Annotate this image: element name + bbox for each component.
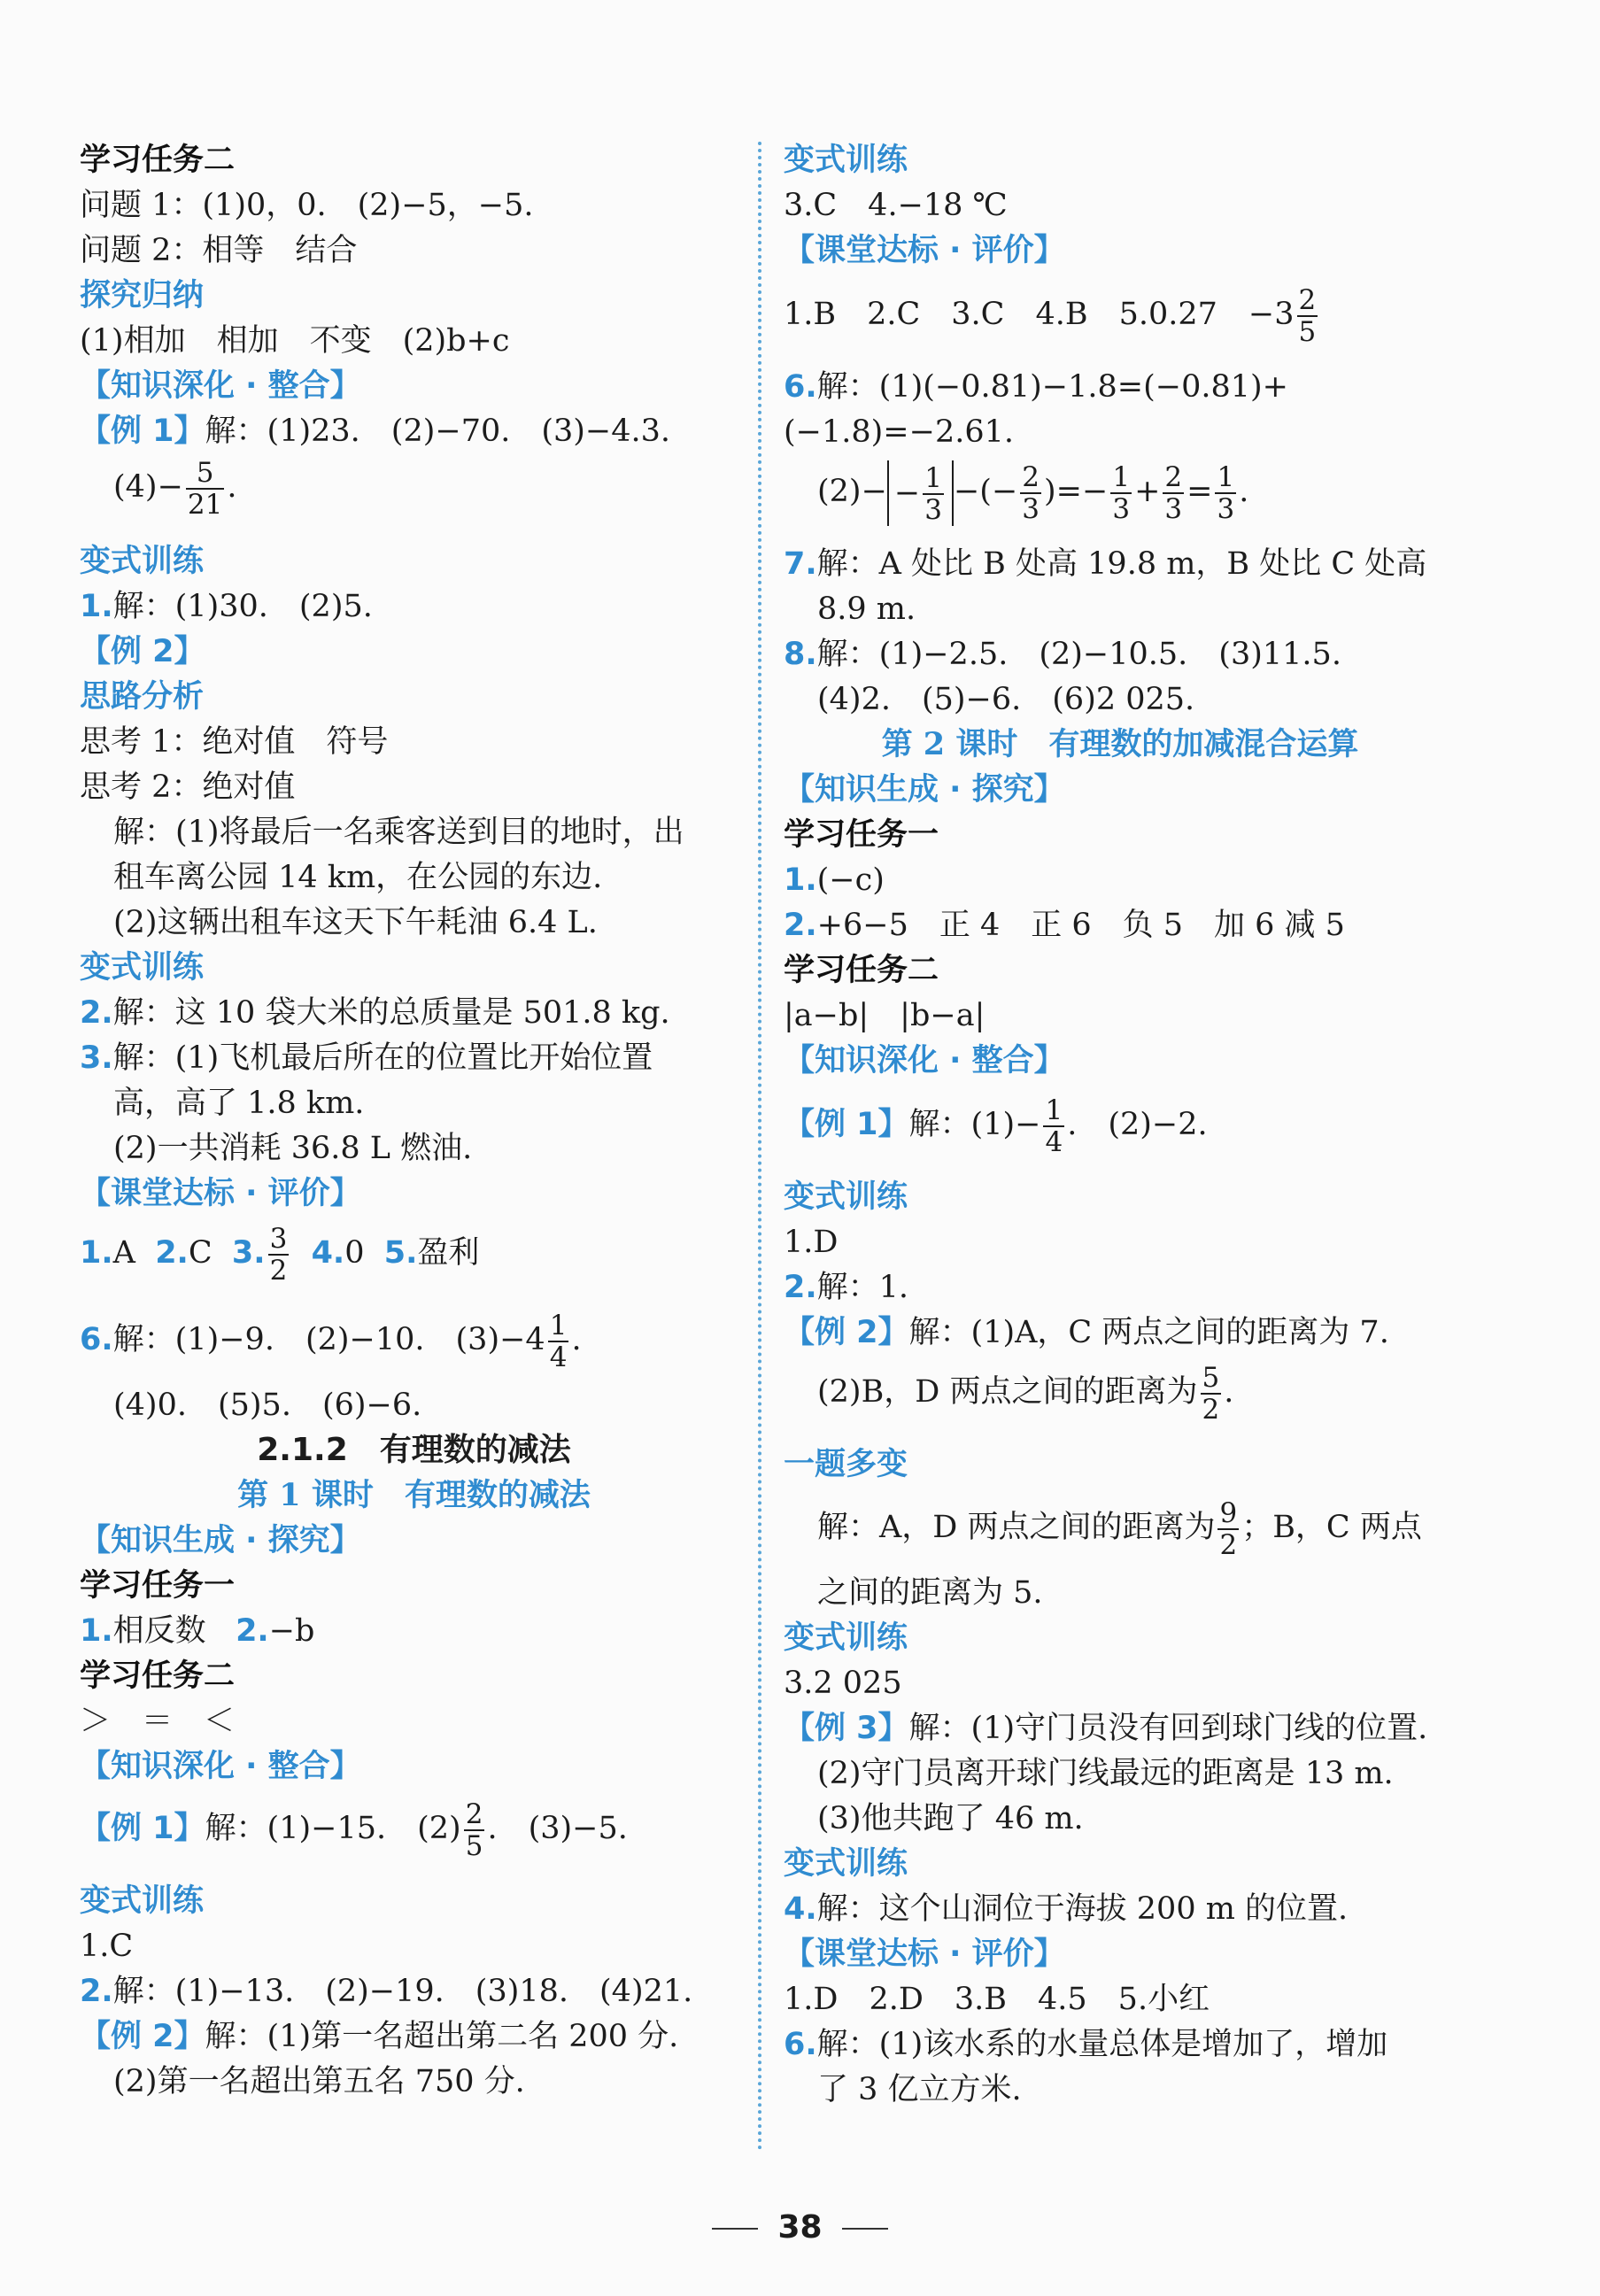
- section-heading: 学习任务二: [80, 143, 236, 178]
- answer-line: (4)2. (5)−6. (6)2 025.: [817, 682, 1195, 717]
- answer-line: 思考 1：绝对值 符号: [80, 724, 389, 760]
- answer-line: [784, 1888, 1348, 1930]
- item-number: 2.: [80, 1974, 113, 2009]
- answer-text: 解：(1)A，C 两点之间的距离为 7.: [908, 1315, 1389, 1350]
- numerator: 1: [1045, 1094, 1063, 1126]
- answer-line: 了 3 亿立方米.: [817, 2072, 1022, 2107]
- answer-text: . (2)−2.: [1067, 1107, 1208, 1142]
- numerator: 1: [549, 1309, 568, 1341]
- answer-line: ＞ ＝ ＜: [80, 1704, 236, 1739]
- answer-line: [784, 2023, 1387, 2066]
- item-number: 5.: [383, 1235, 418, 1271]
- answer-line: 租车离公园 14 km，在公园的东边.: [113, 860, 603, 895]
- lesson-title: 第 1 课时 有理数的减法: [237, 1477, 591, 1513]
- item-number: 3.: [80, 1040, 113, 1076]
- answer-text: 解：这个山洞位于海拔 200 m 的位置.: [816, 1891, 1349, 1927]
- answer-text: −: [893, 475, 921, 511]
- answer-text: 解：(1)第一名超出第二名 200 分.: [205, 2019, 679, 2054]
- answer-line: 之间的距离为 5.: [817, 1575, 1043, 1611]
- answer-line: [80, 1970, 692, 2013]
- answer-line: 解：(1)将最后一名乘客送到目的地时，出: [113, 815, 684, 850]
- item-number: 7.: [784, 546, 817, 582]
- answer-line: 8.9 m.: [817, 591, 916, 627]
- answer-text: =: [1186, 474, 1213, 509]
- answer-line: [817, 1357, 1233, 1427]
- item-number: 6.: [784, 369, 817, 405]
- item-number: 1.: [80, 1235, 113, 1271]
- answer-line: (2)一共消耗 36.8 L 燃油.: [113, 1131, 473, 1166]
- answer-line: (2)守门员离开球门线最远的距离是 13 m.: [817, 1756, 1394, 1791]
- answer-text: 解：(1)守门员没有回到球门线的位置.: [908, 1711, 1428, 1746]
- answer-text: 解：(1)−: [908, 1107, 1041, 1142]
- answer-text: +: [1134, 474, 1161, 509]
- page-number-dash-left: [712, 2228, 758, 2230]
- answer-line: 1.C: [80, 1929, 134, 1964]
- denominator: 3: [1217, 492, 1235, 525]
- answer-text: (2)−: [817, 474, 887, 509]
- item-number: 2.: [784, 908, 817, 943]
- item-number: 2.: [236, 1613, 269, 1649]
- answer-text: C: [188, 1235, 213, 1271]
- example-tag: 【例 1】: [80, 414, 205, 449]
- page-number-dash-right: [842, 2228, 888, 2230]
- fraction: [186, 458, 224, 520]
- answer-text: 解：(1)该水系的水量总体是增加了，增加: [816, 2027, 1388, 2062]
- answer-text: )=−: [1044, 474, 1109, 509]
- fraction: [464, 1799, 485, 1861]
- section-heading: 【知识深化 · 整合】: [80, 368, 361, 404]
- denominator: 5: [465, 1829, 483, 1862]
- answer-line: 3.2 025: [784, 1666, 902, 1701]
- example-line: [80, 410, 670, 452]
- answer-line: [80, 1037, 653, 1079]
- numerator: 2: [1298, 283, 1317, 316]
- numerator: 1: [1112, 460, 1131, 493]
- answer-line: [784, 1266, 908, 1309]
- item-number: 6.: [80, 1322, 113, 1357]
- item-number: 8.: [784, 637, 817, 672]
- section-heading: 【课堂达标 · 评价】: [80, 1176, 361, 1211]
- numerator: 2: [1022, 460, 1040, 493]
- answer-line: [784, 904, 1345, 947]
- section-heading: 学习任务一: [784, 817, 939, 853]
- absolute-value: [887, 460, 954, 526]
- item-number: 6.: [784, 2027, 817, 2062]
- answer-line: 1.D: [784, 1225, 839, 1260]
- answer-line: (2)第一名超出第五名 750 分.: [113, 2064, 525, 2099]
- answer-text: −b: [268, 1613, 315, 1649]
- section-heading: 【知识深化 · 整合】: [784, 1043, 1065, 1078]
- section-heading: 变式训练: [80, 950, 205, 986]
- section-heading: 【课堂达标 · 评价】: [784, 233, 1065, 268]
- answer-text: +6−5 正 4 正 6 负 5 加 6 减 5: [816, 908, 1345, 943]
- answer-line: 思考 2：绝对值: [80, 769, 296, 805]
- section-heading: 【知识生成 · 探究】: [784, 772, 1065, 808]
- fraction: [1215, 462, 1236, 524]
- numerator: 2: [1164, 460, 1183, 493]
- section-heading: 变式训练: [784, 1846, 908, 1882]
- section-heading: 【知识生成 · 探究】: [80, 1523, 361, 1558]
- denominator: 5: [1298, 315, 1317, 348]
- section-heading: 学习任务二: [80, 1658, 236, 1694]
- section-heading: 变式训练: [784, 1179, 908, 1215]
- answer-line: [817, 456, 1248, 527]
- example-line: [784, 1311, 1389, 1354]
- section-heading: 变式训练: [80, 1883, 205, 1919]
- example-tag: 【例 2】: [784, 1315, 909, 1350]
- answer-line: [784, 543, 1426, 585]
- answer-text: 解：(1)−15. (2): [205, 1811, 461, 1846]
- item-number: 2.: [784, 1270, 817, 1305]
- section-heading: 变式训练: [80, 544, 205, 579]
- example-tag: 【例 2】: [80, 2019, 205, 2054]
- answer-text: 解：(1)(−0.81)−1.8=(−0.81)+: [816, 369, 1289, 405]
- item-number: 4.: [311, 1235, 345, 1271]
- answer-text: 0: [344, 1235, 365, 1271]
- answer-line: [80, 585, 373, 628]
- answer-text: 解：(1)−9. (2)−10. (3)−4: [112, 1322, 545, 1357]
- column-divider: [758, 142, 761, 2152]
- answer-text: 解：1.: [816, 1270, 909, 1305]
- denominator: 4: [549, 1341, 568, 1373]
- answer-text: 解：这 10 袋大米的总质量是 501.8 kg.: [112, 995, 670, 1031]
- answer-text: 解：(1)−13. (2)−19. (3)18. (4)21.: [112, 1974, 693, 2009]
- fraction: [1217, 1498, 1239, 1560]
- answer-line: (3)他共跑了 46 m.: [817, 1801, 1084, 1836]
- denominator: 3: [1164, 492, 1183, 525]
- answer-line: [817, 1492, 1422, 1563]
- answer-text: (2)B，D 两点之间的距离为: [817, 1374, 1198, 1410]
- example-line: [784, 1089, 1208, 1160]
- numerator: 5: [1202, 1361, 1220, 1394]
- section-heading: 探究归纳: [80, 278, 205, 313]
- answer-text: (−c): [816, 862, 885, 898]
- answer-line: 1.D 2.D 3.B 4.5 5.小红: [784, 1982, 1210, 2017]
- answer-line: (1)相加 相加 不变 (2)b+c: [80, 323, 510, 359]
- numerator: 2: [465, 1797, 483, 1830]
- fraction: [1297, 285, 1318, 347]
- example-line: [80, 1793, 628, 1864]
- item-number: 4.: [784, 1891, 817, 1927]
- item-number: 1.: [784, 862, 817, 898]
- section-heading: 【知识深化 · 整合】: [80, 1749, 361, 1784]
- answer-line: [784, 279, 1320, 350]
- answer-text: 解：(1)−2.5. (2)−10.5. (3)11.5.: [816, 637, 1341, 672]
- numerator: 1: [1217, 460, 1235, 493]
- numerator: 5: [186, 458, 224, 490]
- item-number: 1.: [80, 589, 113, 624]
- section-heading: 变式训练: [784, 143, 908, 178]
- answer-text: 相反数: [112, 1613, 206, 1649]
- answer-line: 问题 2：相等 结合: [80, 233, 358, 268]
- item-number: 3.: [231, 1235, 266, 1271]
- example-tag: 【例 1】: [784, 1107, 909, 1142]
- fraction: [923, 463, 944, 525]
- denominator: 2: [1219, 1528, 1238, 1561]
- answer-text: 解：(1)飞机最后所在的位置比开始位置: [112, 1040, 653, 1076]
- answer-line: [784, 859, 885, 901]
- item-number: 2.: [155, 1235, 189, 1271]
- answer-text: 盈利: [417, 1235, 480, 1271]
- subsection-title: 2.1.2 有理数的减法: [257, 1432, 571, 1468]
- answer-text: .: [571, 1322, 582, 1357]
- denominator: 3: [1022, 492, 1040, 525]
- fraction: [1110, 462, 1132, 524]
- answer-line: [80, 1304, 582, 1375]
- fraction: [1201, 1363, 1222, 1425]
- answer-text: A: [112, 1235, 135, 1271]
- answer-text: 解：A 处比 B 处高 19.8 m，B 处比 C 处高: [816, 546, 1427, 582]
- section-heading: 学习任务一: [80, 1568, 236, 1604]
- section-heading: 学习任务二: [784, 953, 939, 988]
- page-number: [0, 2209, 1600, 2246]
- answer-text: 解：(1)30. (2)5.: [112, 589, 373, 624]
- answer-line: [80, 1218, 479, 1288]
- section-heading: 思路分析: [80, 679, 205, 715]
- answer-text: .: [1224, 1374, 1234, 1410]
- answer-line: |a−b| |b−a|: [784, 998, 986, 1033]
- example-tag: 【例 3】: [784, 1711, 909, 1746]
- denominator: 2: [269, 1254, 288, 1287]
- answer-line: (−1.8)=−2.61.: [784, 414, 1015, 450]
- answer-line: (4)0. (5)5. (6)−6.: [113, 1388, 422, 1423]
- section-heading: 变式训练: [784, 1620, 908, 1656]
- denominator: 4: [1045, 1125, 1063, 1158]
- answer-text: 解：A，D 两点之间的距离为: [817, 1510, 1216, 1545]
- example-line: [784, 1707, 1427, 1750]
- denominator: 3: [1112, 492, 1131, 525]
- fraction: [548, 1310, 569, 1372]
- answer-line: [113, 452, 237, 522]
- fraction: [1163, 462, 1184, 524]
- example-line: [80, 2015, 678, 2058]
- example-tag: 【例 1】: [80, 1811, 205, 1846]
- answer-text: . (3)−5.: [487, 1811, 628, 1846]
- answer-line: [784, 366, 1288, 408]
- answer-text: .: [1239, 474, 1249, 509]
- denominator: 21: [187, 488, 223, 521]
- page-number-text: 38: [777, 2209, 823, 2246]
- answer-line: 高，高了 1.8 km.: [113, 1086, 365, 1121]
- item-number: 2.: [80, 995, 113, 1031]
- answer-text: .: [227, 469, 237, 505]
- answer-text: (4)−: [113, 469, 183, 505]
- answer-text: ；B，C 两点: [1241, 1510, 1422, 1545]
- example-tag: 【例 2】: [80, 634, 205, 669]
- denominator: 3: [924, 494, 942, 526]
- answer-line: (2)这辆出租车这天下午耗油 6.4 L.: [113, 905, 598, 940]
- answer-text: 解：(1)23. (2)−70. (3)−4.3.: [205, 414, 671, 449]
- lesson-title: 第 2 课时 有理数的加减混合运算: [881, 726, 1359, 762]
- answer-text: −(−: [953, 474, 1018, 509]
- answer-line: [80, 1610, 314, 1652]
- answer-line: [80, 992, 670, 1034]
- fraction: [1020, 462, 1041, 524]
- fraction: [268, 1224, 290, 1286]
- answer-line: [784, 633, 1341, 676]
- numerator: 9: [1219, 1496, 1238, 1529]
- answer-line: 问题 1：(1)0，0. (2)−5，−5.: [80, 188, 534, 223]
- item-number: 1.: [80, 1613, 113, 1649]
- denominator: 2: [1202, 1393, 1220, 1426]
- answer-text: 1.B 2.C 3.C 4.B 5.0.27 −3: [784, 297, 1295, 332]
- section-heading: 一题多变: [784, 1447, 908, 1482]
- section-heading: 【课堂达标 · 评价】: [784, 1937, 1065, 1972]
- answer-line: 3.C 4.−18 ℃: [784, 188, 1008, 223]
- fraction: [1043, 1095, 1064, 1157]
- numerator: 1: [924, 462, 942, 494]
- numerator: 3: [269, 1222, 288, 1255]
